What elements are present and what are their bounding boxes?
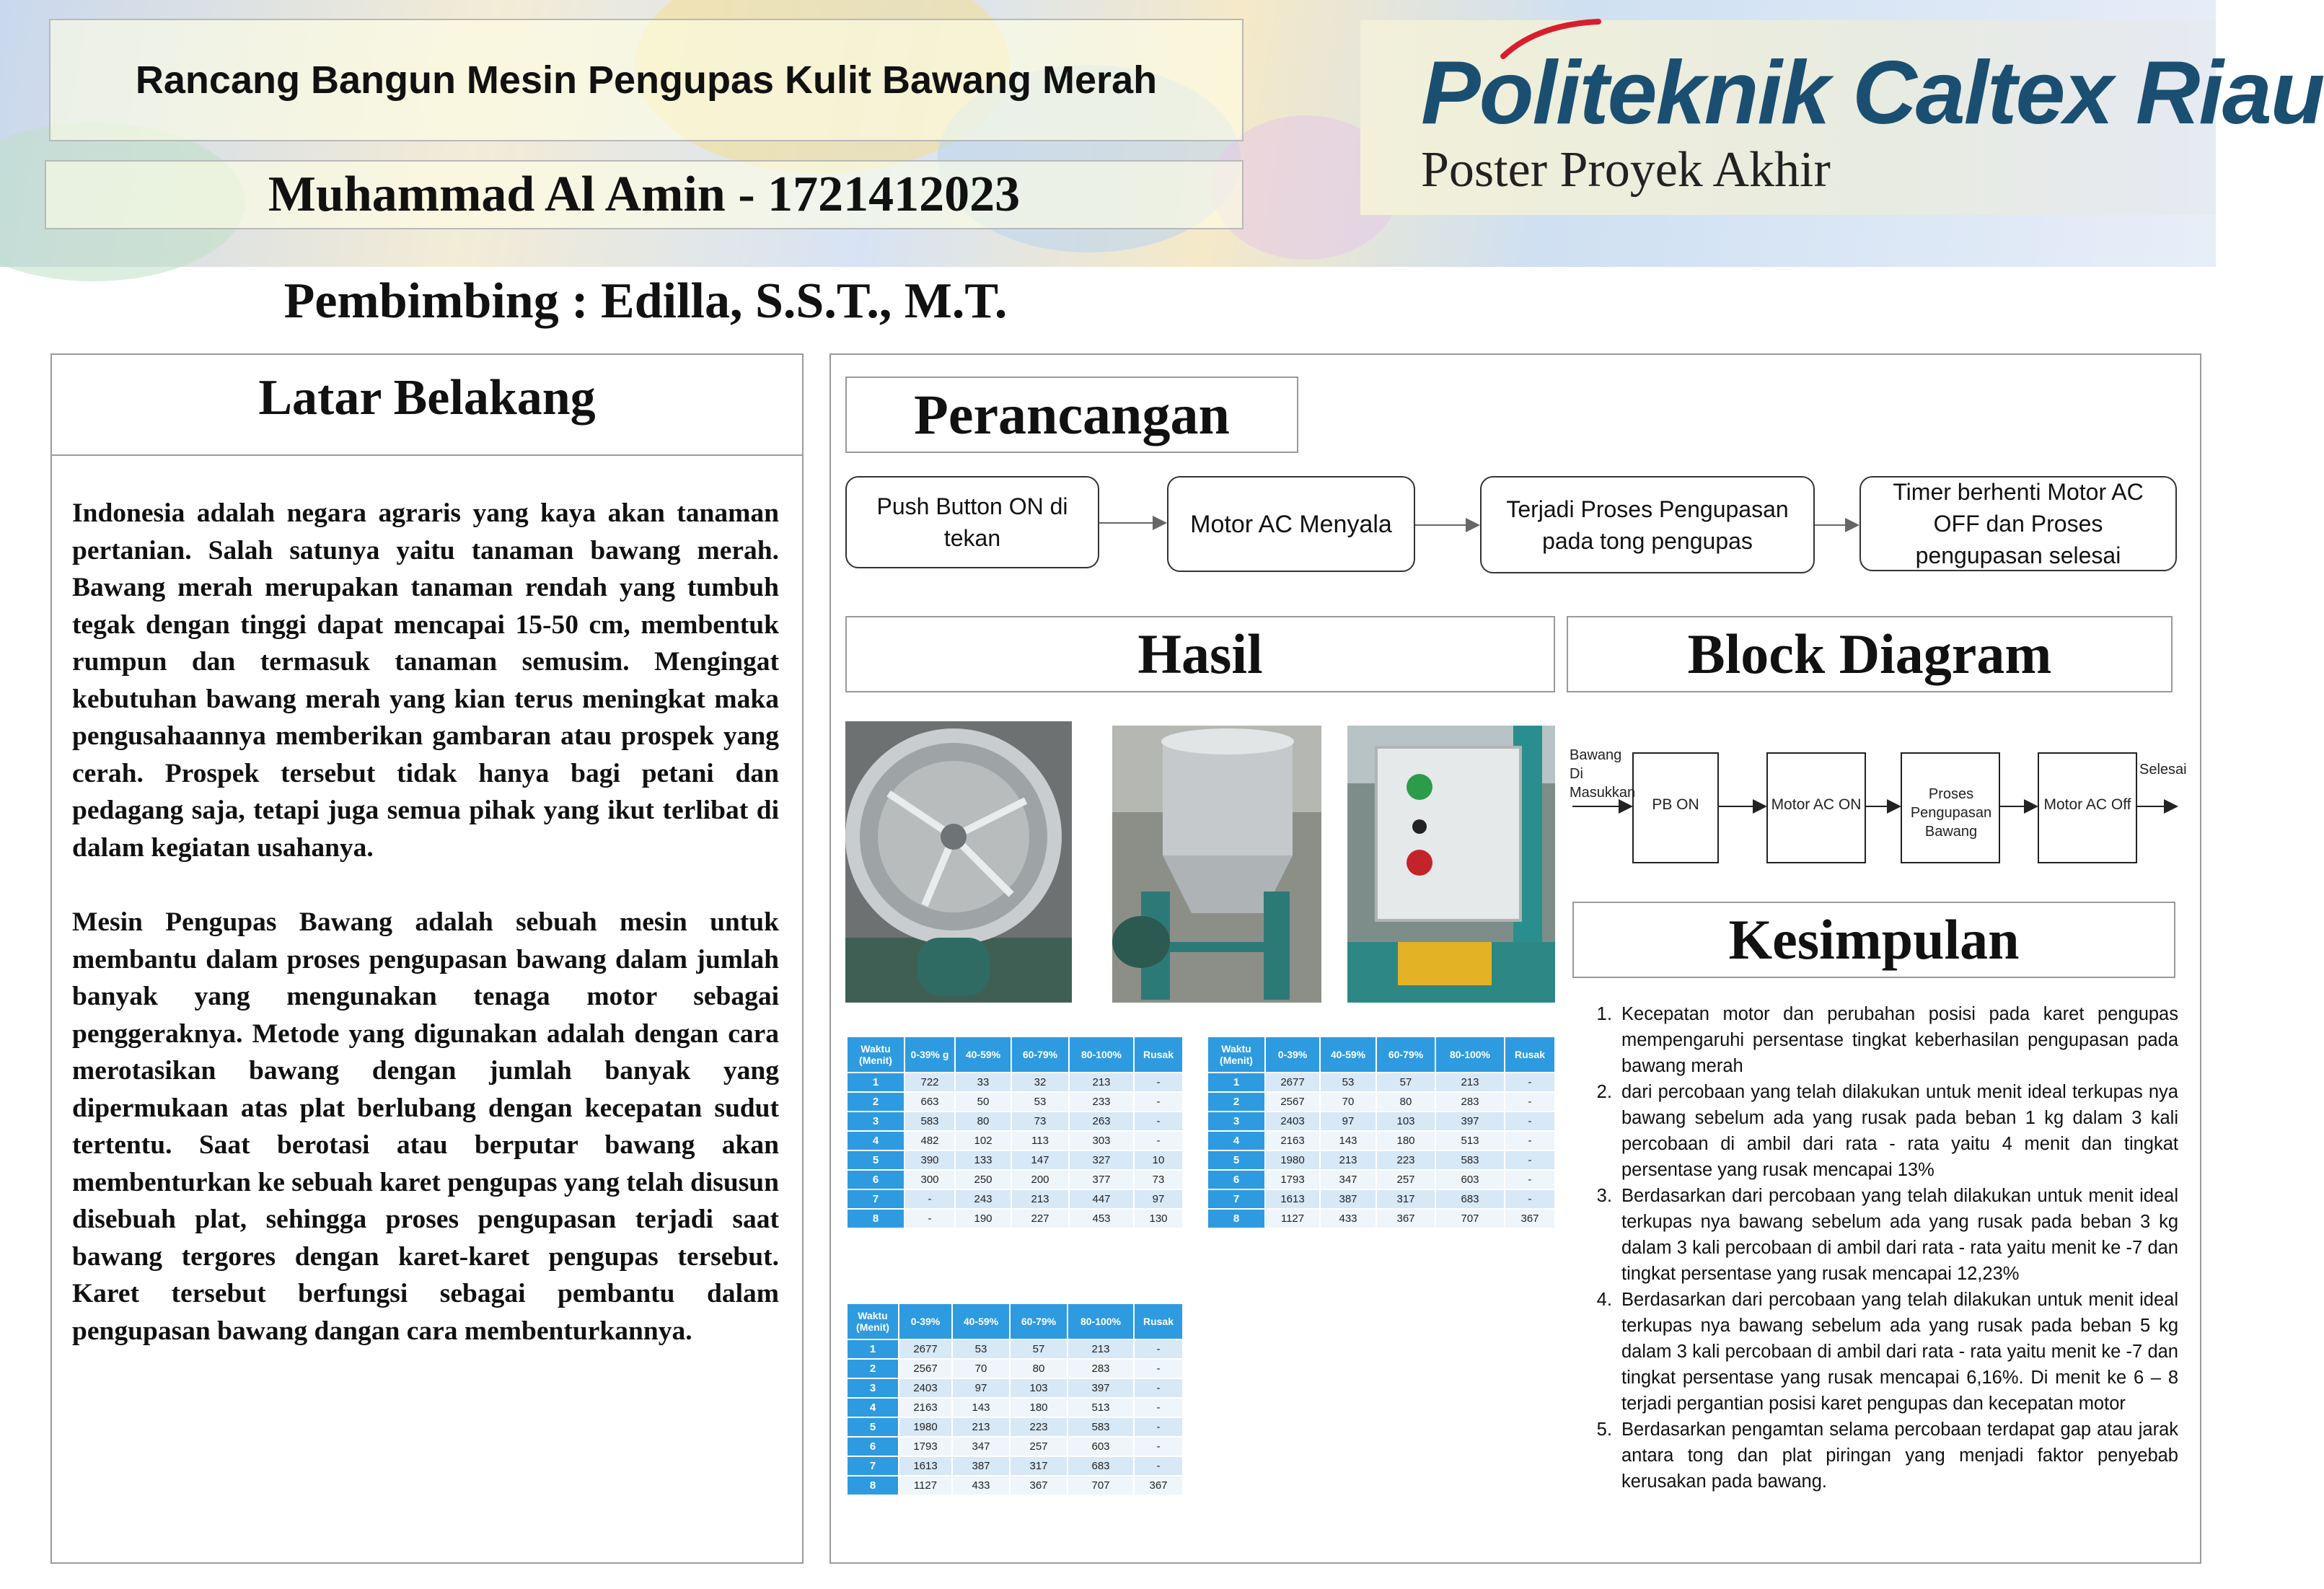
table-cell: 583: [904, 1112, 955, 1131]
table-cell: 447: [1069, 1189, 1134, 1209]
table-row: [847, 1170, 1183, 1189]
table-cell: -: [1134, 1398, 1183, 1417]
table-cell: 1613: [899, 1456, 952, 1476]
table-cell: 2567: [899, 1359, 952, 1378]
table-cell: 5: [1207, 1150, 1265, 1170]
table-row: [1207, 1112, 1555, 1131]
table-cell: 433: [952, 1476, 1010, 1495]
photo-machine-side: [1112, 726, 1321, 1003]
table-cell: 707: [1068, 1476, 1134, 1495]
table-cell: 200: [1011, 1170, 1069, 1189]
table-cell: 2567: [1265, 1092, 1320, 1112]
table-row: [847, 1456, 1183, 1476]
table-cell: 367: [1010, 1476, 1068, 1495]
table-cell: 10: [1134, 1150, 1183, 1170]
table-cell: 683: [1435, 1189, 1505, 1209]
table-header-cell: 60-79%: [1376, 1036, 1435, 1073]
table-cell: 257: [1010, 1437, 1068, 1456]
table-row: [1207, 1150, 1555, 1170]
table-cell: 133: [955, 1150, 1011, 1170]
flow-step-1: Push Button ON di tekan: [845, 476, 1099, 568]
table-row: [847, 1150, 1183, 1170]
table-cell: 73: [1011, 1112, 1069, 1131]
table-cell: 213: [1011, 1189, 1069, 1209]
table-cell: 1: [847, 1339, 899, 1359]
table-cell: 482: [904, 1131, 955, 1150]
table-cell: 32: [1011, 1073, 1069, 1092]
table-cell: 367: [1376, 1209, 1435, 1228]
block-input-label: Bawang Di Masukkan: [1570, 747, 1636, 801]
perancangan-heading: Perancangan: [845, 377, 1298, 453]
table-cell: 367: [1505, 1209, 1555, 1228]
result-table-2: [1207, 1036, 1556, 1229]
table-cell: 1613: [1265, 1189, 1320, 1209]
table-cell: 347: [1320, 1170, 1376, 1189]
table-header-cell: 60-79%: [1010, 1303, 1068, 1339]
kesimpulan-item: 3. Berdasarkan dari percobaan yang telah dilakukan untuk menit ideal terkupas nya bawang sebelum ada yang rusak pada beban 3 kg dalam 3 kali percobaan di ambil dari rata - rata yaitu menit ke -7 dan tingkat persentase yang rusak mencapai 12,23%: [1617, 1183, 2178, 1287]
table-cell: 33: [955, 1073, 1011, 1092]
table-cell: 70: [952, 1359, 1010, 1378]
table-cell: 283: [1435, 1092, 1505, 1112]
table-cell: 8: [847, 1476, 899, 1495]
table-cell: 387: [952, 1456, 1010, 1476]
table-cell: 80: [1010, 1359, 1068, 1378]
table-cell: 377: [1069, 1170, 1134, 1189]
table-cell: 397: [1435, 1112, 1505, 1131]
block-label: PB ON: [1652, 796, 1699, 813]
table-cell: 367: [1134, 1476, 1183, 1495]
table-cell: 5: [847, 1150, 904, 1170]
table-cell: 1793: [1265, 1170, 1320, 1189]
table-cell: 7: [1207, 1189, 1265, 1209]
table-cell: 303: [1069, 1131, 1134, 1150]
table-row: [847, 1092, 1183, 1112]
table-cell: 513: [1435, 1131, 1505, 1150]
kesimpulan-item: 1. Kecepatan motor dan perubahan posisi pada karet pengupas mempengaruhi persentase tingkat keberhasilan pengupasan pada bawang merah: [1617, 1001, 2178, 1079]
table-row: [847, 1437, 1183, 1456]
table-cell: -: [1134, 1456, 1183, 1476]
table-cell: 1793: [899, 1437, 952, 1456]
table-cell: 73: [1134, 1170, 1183, 1189]
table-header-cell: 80-100%: [1068, 1303, 1134, 1339]
table-cell: 387: [1320, 1189, 1376, 1209]
table-row: [847, 1378, 1183, 1398]
table-row: [847, 1417, 1183, 1437]
table-cell: 250: [955, 1170, 1011, 1189]
table-cell: 2163: [899, 1398, 952, 1417]
table-row: [1207, 1170, 1555, 1189]
table-cell: -: [1134, 1112, 1183, 1131]
kesimpulan-heading: Kesimpulan: [1572, 902, 2175, 978]
table-cell: 8: [847, 1209, 904, 1228]
table-cell: 53: [1320, 1073, 1376, 1092]
author-name: Muhammad Al Amin - 1721412023: [45, 160, 1244, 229]
table-cell: -: [1505, 1073, 1555, 1092]
table-cell: 1127: [1265, 1209, 1320, 1228]
table-cell: 213: [1069, 1073, 1134, 1092]
table-cell: 103: [1376, 1112, 1435, 1131]
table-cell: 6: [847, 1437, 899, 1456]
table-cell: 213: [1435, 1073, 1505, 1092]
table-cell: 513: [1068, 1398, 1134, 1417]
table-cell: -: [1134, 1359, 1183, 1378]
table-cell: 257: [1376, 1170, 1435, 1189]
table-row: [847, 1339, 1183, 1359]
photo-peeler-drum-top: [845, 721, 1072, 1003]
table-cell: -: [1134, 1378, 1183, 1398]
kesimpulan-list: [1572, 1001, 2178, 1495]
table-row: [847, 1398, 1183, 1417]
table-cell: -: [1505, 1189, 1555, 1209]
table-cell: 5: [847, 1417, 899, 1437]
table-cell: 70: [1320, 1092, 1376, 1112]
table-cell: 3: [847, 1378, 899, 1398]
table-cell: 180: [1010, 1398, 1068, 1417]
table-cell: 3: [1207, 1112, 1265, 1131]
table-cell: 53: [1011, 1092, 1069, 1112]
table-cell: 583: [1435, 1150, 1505, 1170]
table-cell: 722: [904, 1073, 955, 1092]
table-cell: 2: [1207, 1092, 1265, 1112]
block-label: Motor AC ON: [1771, 796, 1862, 813]
table-cell: 6: [1207, 1170, 1265, 1189]
table-cell: 223: [1010, 1417, 1068, 1437]
table-cell: 2403: [1265, 1112, 1320, 1131]
table-header-cell: Rusak: [1505, 1036, 1555, 1073]
table-header-cell: 80-100%: [1435, 1036, 1505, 1073]
table-cell: 213: [1320, 1150, 1376, 1170]
table-cell: 223: [1376, 1150, 1435, 1170]
table-cell: 6: [847, 1170, 904, 1189]
table-cell: 57: [1010, 1339, 1068, 1359]
table-row: [1207, 1209, 1555, 1228]
table-cell: 8: [1207, 1209, 1265, 1228]
table-cell: 2677: [1265, 1073, 1320, 1092]
table-cell: 603: [1435, 1170, 1505, 1189]
table-cell: 2677: [899, 1339, 952, 1359]
table-cell: 213: [952, 1417, 1010, 1437]
flow-arrows: [0, 0, 2216, 649]
table-cell: 143: [952, 1398, 1010, 1417]
hasil-heading: Hasil: [845, 616, 1555, 692]
block-label: Proses Pengupasan Bawang: [1910, 786, 1992, 840]
result-table-1: [846, 1036, 1184, 1229]
flow-step-2: Motor AC Menyala: [1167, 476, 1415, 572]
table-cell: 50: [955, 1092, 1011, 1112]
photo-control-box: [1347, 726, 1555, 1003]
flow-step-3: Terjadi Proses Pengupasan pada tong pengupas: [1480, 476, 1815, 573]
block-diagram: [1567, 736, 2180, 902]
table-row: [847, 1359, 1183, 1378]
table-cell: -: [1505, 1150, 1555, 1170]
table-cell: 2163: [1265, 1131, 1320, 1150]
table-cell: 7: [847, 1189, 904, 1209]
table-cell: -: [1134, 1131, 1183, 1150]
table-cell: -: [1134, 1339, 1183, 1359]
table-cell: 147: [1011, 1150, 1069, 1170]
table-cell: -: [1134, 1073, 1183, 1092]
table-cell: 7: [847, 1456, 899, 1476]
table-cell: 327: [1069, 1150, 1134, 1170]
table-cell: 213: [1068, 1339, 1134, 1359]
table-cell: -: [1505, 1112, 1555, 1131]
table-row: [1207, 1189, 1555, 1209]
table-cell: 113: [1011, 1131, 1069, 1150]
table-cell: 390: [904, 1150, 955, 1170]
table-header-cell: 0-39%: [1265, 1036, 1320, 1073]
table-cell: 1980: [899, 1417, 952, 1437]
table-row: [847, 1209, 1183, 1228]
table-cell: 1980: [1265, 1150, 1320, 1170]
table-cell: 97: [1320, 1112, 1376, 1131]
block-label: Motor AC Off: [2043, 796, 2131, 813]
table-header-cell: Waktu (Menit): [1207, 1036, 1265, 1073]
table-cell: 103: [1010, 1378, 1068, 1398]
table-row: [847, 1189, 1183, 1209]
table-cell: 53: [952, 1339, 1010, 1359]
table-header-cell: 0-39% g: [904, 1036, 955, 1073]
table-cell: -: [1505, 1131, 1555, 1150]
table-cell: 1: [847, 1073, 904, 1092]
table-cell: 4: [1207, 1131, 1265, 1150]
table-cell: 80: [1376, 1092, 1435, 1112]
table-cell: 317: [1010, 1456, 1068, 1476]
table-cell: 227: [1011, 1209, 1069, 1228]
kesimpulan-item: 5. Berdasarkan pengamtan selama percobaan terdapat gap atau jarak antara tong dan plat piringan yang menjadi faktor penyebab kerusakan pada bawang.: [1617, 1417, 2178, 1495]
paragraph: Mesin Pengupas Bawang adalah sebuah mesin untuk membantu dalam proses pengupasan bawang dalam jumlah banyak yang mengunakan tenaga motor sebagai penggeraknya. Metode yang digunakan adalah dengan cara merotasikan bawang dengan jumlah banyak yang dipermukaan atas plat berlubang dengan kecepatan sudut tertentu. Saat berotasi atau berputar bawang akan membenturkan ke sebuah karet pengupas yang telah disusun disebuah plat, sehingga proses pengupasan terjadi saat bawang tergores dengan karet-karet pengupas tersebut. Karet tersebut berfungsi sebagai pembantu dalam pengupasan bawang dangan cara membenturkannya.: [72, 907, 779, 1346]
table-cell: 2403: [899, 1378, 952, 1398]
table-cell: 603: [1068, 1437, 1134, 1456]
institution-name: Politeknik Caltex Riau: [1421, 43, 2324, 143]
table-cell: 707: [1435, 1209, 1505, 1228]
table-cell: 1: [1207, 1073, 1265, 1092]
table-cell: 243: [955, 1189, 1011, 1209]
table-cell: 143: [1320, 1131, 1376, 1150]
table-cell: 97: [1134, 1189, 1183, 1209]
table-cell: 97: [952, 1378, 1010, 1398]
table-cell: 180: [1376, 1131, 1435, 1150]
flow-step-4: Timer berhenti Motor AC OFF dan Proses pengupasan selesai: [1859, 476, 2177, 571]
table-cell: -: [1505, 1170, 1555, 1189]
paragraph: Indonesia adalah negara agraris yang kaya akan tanaman pertanian. Salah satunya yaitu tanaman bawang merah. Bawang merah merupakan tanaman rendah yang tumbuh tegak dengan tinggi dapat mencapai 15-50 cm, membentuk rumpun dan termasuk tanaman semusim. Mengingat kebutuhan bawang merah yang kian terus meningkat maka pengusahaannya memberikan gambaran atau prospek yang cerah. Prospek tersebut tidak hanya bagi petani dan pedagang saja, tetapi juga semua pihak yang ikut terlibat di dalam kegiatan usahanya.: [72, 498, 779, 863]
table-cell: 4: [847, 1398, 899, 1417]
poster-type: Poster Proyek Akhir: [1421, 142, 1831, 198]
block-diagram-heading: Block Diagram: [1567, 616, 2173, 692]
table-cell: 80: [955, 1112, 1011, 1131]
table-header-cell: 40-59%: [1320, 1036, 1376, 1073]
table-cell: -: [904, 1189, 955, 1209]
kesimpulan-item: 2. dari percobaan yang telah dilakukan untuk menit ideal terkupas nya bawang sebelum ada yang rusak pada beban 1 kg dalam 3 kali percobaan di ambil dari rata - rata yaitu 4 menit dan tingkat persentase yang rusak mencapai 13%: [1617, 1079, 2178, 1183]
table-cell: 57: [1376, 1073, 1435, 1092]
table-cell: 283: [1068, 1359, 1134, 1378]
table-row: [847, 1112, 1183, 1131]
table-cell: 347: [952, 1437, 1010, 1456]
table-cell: 3: [847, 1112, 904, 1131]
table-header-cell: 40-59%: [952, 1303, 1010, 1339]
table-cell: 683: [1068, 1456, 1134, 1476]
table-header-cell: Waktu (Menit): [847, 1036, 904, 1073]
table-cell: 663: [904, 1092, 955, 1112]
result-table-3: [846, 1303, 1184, 1496]
kesimpulan-item: 4. Berdasarkan dari percobaan yang telah dilakukan untuk menit ideal terkupas nya bawang sebelum ada yang rusak pada beban 5 kg dalam 3 kali percobaan di ambil dari rata - rata yaitu menit ke -7 dan tingkat persentase yang rusak mencapai 6,16%. Di menit ke 6 – 8 terjadi pergantian posisi karet pengupas dan kecepatan motor: [1617, 1287, 2178, 1417]
table-cell: 433: [1320, 1209, 1376, 1228]
paragraph-spacer: [72, 866, 779, 904]
table-cell: 263: [1069, 1112, 1134, 1131]
table-cell: -: [1134, 1437, 1183, 1456]
table-header-cell: Rusak: [1134, 1036, 1183, 1073]
table-cell: 2: [847, 1092, 904, 1112]
table-cell: 102: [955, 1131, 1011, 1150]
table-cell: -: [1505, 1092, 1555, 1112]
table-cell: -: [1134, 1092, 1183, 1112]
table-cell: 130: [1134, 1209, 1183, 1228]
block-output-label: Selesai: [2139, 762, 2187, 778]
table-header-cell: 80-100%: [1069, 1036, 1134, 1073]
table-header-cell: Waktu (Menit): [847, 1303, 899, 1339]
table-row: [1207, 1131, 1555, 1150]
table-row: [847, 1476, 1183, 1495]
latar-belakang-heading: Latar Belakang: [258, 370, 596, 426]
table-cell: 190: [955, 1209, 1011, 1228]
table-row: [847, 1131, 1183, 1150]
table-row: [1207, 1092, 1555, 1112]
supervisor: Pembimbing : Edilla, S.S.T., M.T.: [283, 273, 1008, 329]
table-row: [847, 1073, 1183, 1092]
table-row: [1207, 1073, 1555, 1092]
table-cell: 317: [1376, 1189, 1435, 1209]
table-cell: 300: [904, 1170, 955, 1189]
table-cell: 453: [1069, 1209, 1134, 1228]
table-cell: 4: [847, 1131, 904, 1150]
table-cell: 397: [1068, 1378, 1134, 1398]
poster-title: Rancang Bangun Mesin Pengupas Kulit Bawang Merah: [49, 19, 1244, 141]
table-cell: 1127: [899, 1476, 952, 1495]
table-header-cell: 0-39%: [899, 1303, 952, 1339]
table-cell: -: [904, 1209, 955, 1228]
table-cell: -: [1134, 1417, 1183, 1437]
table-cell: 583: [1068, 1417, 1134, 1437]
table-header-cell: Rusak: [1134, 1303, 1183, 1339]
table-header-cell: 60-79%: [1011, 1036, 1069, 1073]
table-cell: 233: [1069, 1092, 1134, 1112]
table-cell: 2: [847, 1359, 899, 1378]
table-header-cell: 40-59%: [955, 1036, 1011, 1073]
